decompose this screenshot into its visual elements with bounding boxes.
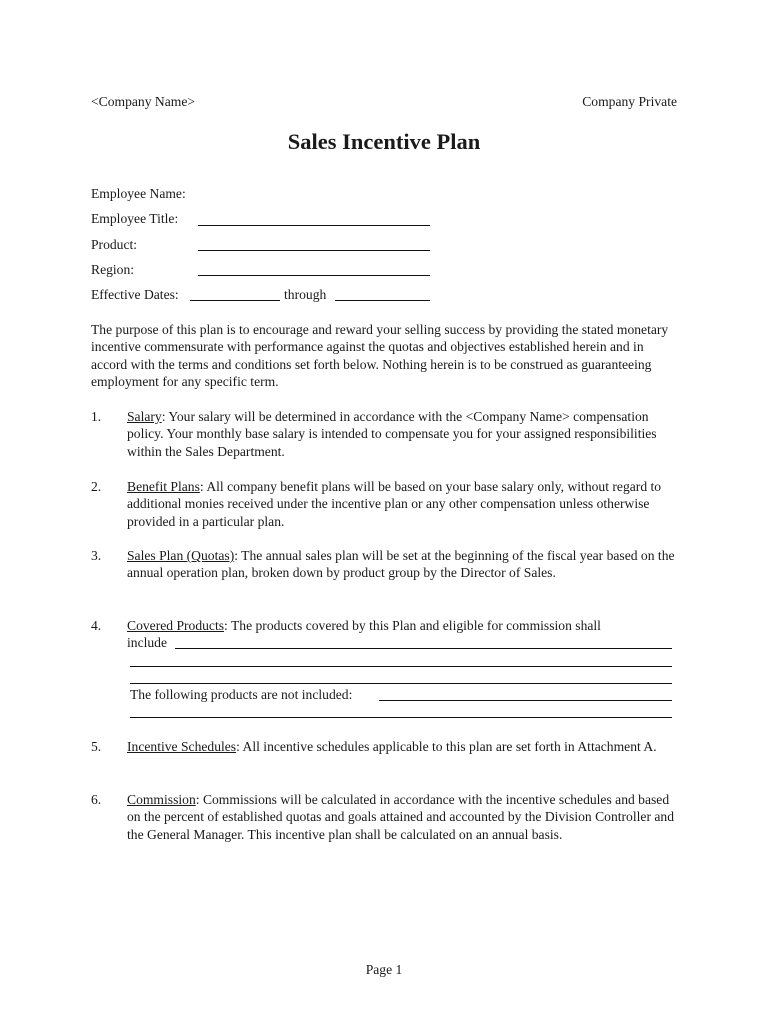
excluded-products-blank-2[interactable] xyxy=(130,717,672,718)
item-heading: Salary xyxy=(127,409,162,424)
through-label: through xyxy=(284,287,327,302)
include-word: include xyxy=(127,635,168,651)
document-title: Sales Incentive Plan xyxy=(287,129,481,154)
item-separator: : xyxy=(236,739,243,754)
item-body xyxy=(127,547,677,582)
employee-title-blank[interactable] xyxy=(198,225,430,226)
item-separator: : xyxy=(199,479,207,494)
effective-end-blank[interactable] xyxy=(335,300,430,301)
employee-name-label: Employee Name: xyxy=(91,186,186,201)
employee-title-label: Employee Title: xyxy=(91,211,179,226)
item-separator: : xyxy=(234,548,242,563)
excluded-products-label: The following products are not included: xyxy=(130,687,353,702)
included-products-blank-1[interactable] xyxy=(175,648,672,649)
included-products-blank-3[interactable] xyxy=(130,683,672,684)
item-heading: Benefit Plans xyxy=(127,479,200,494)
product-label: Product: xyxy=(91,237,138,252)
classification-label: Company Private xyxy=(582,94,677,109)
item-heading: Incentive Schedules xyxy=(127,739,237,754)
item-heading: Covered Products xyxy=(127,618,225,633)
item-separator: : xyxy=(224,618,231,633)
item-body xyxy=(127,791,677,843)
item-separator: : xyxy=(161,409,169,424)
page-number: Page 1 xyxy=(365,962,403,977)
item-heading: Sales Plan (Quotas) xyxy=(127,548,235,563)
item-text: All company benefit plans will be based on your base salary only, without regard to additional monies received under the incentive plan or any other compensation unless otherwise provided in a particular plan. xyxy=(127,479,662,529)
included-products-blank-2[interactable] xyxy=(130,666,672,667)
item-number: 5. xyxy=(91,739,102,754)
item-body xyxy=(127,617,677,652)
item-text: The products covered by this Plan and eligible for commission shall xyxy=(230,618,601,633)
item-text: All incentive schedules applicable to this plan are set forth in Attachment A. xyxy=(242,739,657,754)
item-text: Commissions will be calculated in accordance with the incentive schedules and based on the percent of established quotas and goals attained and accounted by the Division Controller and the General Manager. This incentive plan shall be calculated on an annual basis. xyxy=(127,792,674,842)
company-name-placeholder: <Company Name> xyxy=(91,94,196,109)
item-body xyxy=(127,408,677,460)
item-number: 4. xyxy=(91,618,102,633)
region-blank[interactable] xyxy=(198,275,430,276)
item-number: 6. xyxy=(91,792,102,807)
purpose-paragraph: The purpose of this plan is to encourage and reward your selling success by providing the stated monetary incentive commensurate with performance against the quotas and objectives established herein and in accord with the terms and conditions set forth below. Nothing herein is to be construed as guaranteeing employment for any specific term. xyxy=(91,322,669,390)
item-separator: : xyxy=(195,792,203,807)
item-heading: Commission xyxy=(127,792,196,807)
item-number: 2. xyxy=(91,479,102,494)
effective-start-blank[interactable] xyxy=(190,300,280,301)
item-number: 3. xyxy=(91,548,102,563)
effective-dates-label: Effective Dates: xyxy=(91,287,179,302)
item-text: Your salary will be determined in accordance with the <Company Name> compensation policy. Your monthly base salary is intended to compensate you for your assigned responsibilities within the Sales Department. xyxy=(127,409,657,459)
item-body xyxy=(127,738,677,755)
product-blank[interactable] xyxy=(198,250,430,251)
item-text: The annual sales plan will be set at the beginning of the fiscal year based on the annual operation plan, broken down by product group by the Director of Sales. xyxy=(127,548,675,581)
item-body xyxy=(127,478,677,530)
item-number: 1. xyxy=(91,409,102,424)
region-label: Region: xyxy=(91,262,135,277)
excluded-products-blank-1[interactable] xyxy=(379,700,672,701)
